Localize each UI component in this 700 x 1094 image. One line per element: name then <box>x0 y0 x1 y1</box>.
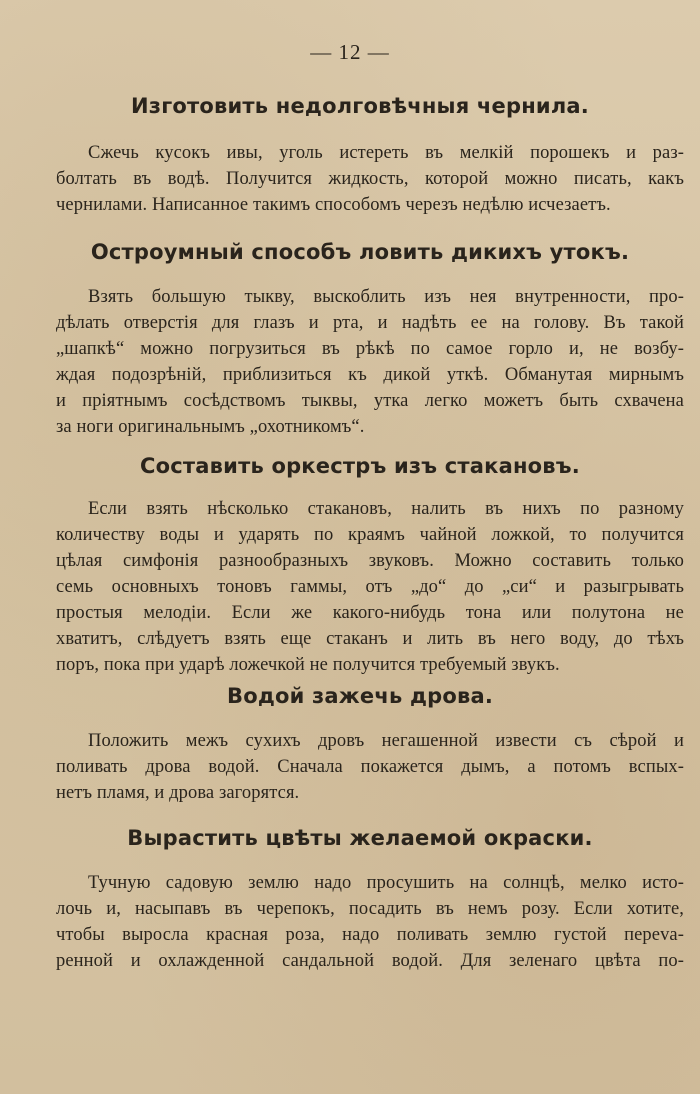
text-line: нетъ пламя, и дрова загорятся. <box>56 783 300 803</box>
section-paragraph <box>56 284 684 440</box>
text-line: болтать въ водѣ. Получится жидкость, которой можно писать, какъ <box>56 169 684 189</box>
text-line: цѣлая симфонія разнообразныхъ звуковъ. Можно составить только <box>56 551 684 571</box>
text-line: Тучную садовую землю надо просушить на солнцѣ, мелко исто- <box>88 873 684 893</box>
text-line: дѣлать отверстія для глазъ и рта, и надѣть ее на голову. Въ такой <box>56 313 684 333</box>
text-line: хватитъ, слѣдуетъ взять еще стаканъ и лить въ него воду, до тѣхъ <box>56 629 684 649</box>
text-line: Если взять нѣсколько стакановъ, налить въ нихъ по разному <box>88 499 684 519</box>
section-paragraph <box>56 728 684 806</box>
text-line: чтобы выросла красная роза, надо поливать землю густой переva- <box>56 925 684 945</box>
section-heading: Составить оркестръ изъ стакановъ. <box>140 454 580 478</box>
section-heading: Вырастить цвѣты желаемой окраски. <box>127 826 593 850</box>
text-line: Взять большую тыкву, выскоблить изъ нея внутренности, про- <box>88 287 684 307</box>
text-line: семь основныхъ тоновъ гаммы, отъ „до“ до „си“ и разыгрывать <box>56 577 684 597</box>
text-line: простыя мелодіи. Если же какого-нибудь тона или полутона не <box>56 603 684 623</box>
text-line: количеству воды и ударять по краямъ чайной ложкой, то получится <box>56 525 684 545</box>
text-line: поливать дрова водой. Сначала покажется дымъ, а потомъ вспых- <box>56 757 684 777</box>
page-number: — 12 — <box>310 40 390 64</box>
text-line: лочь и, насыпавъ въ черепокъ, посадить въ немъ розу. Если хотите, <box>56 899 684 919</box>
text-line: и пріятнымъ сосѣдствомъ тыквы, утка легко можетъ быть схвачена <box>56 391 684 411</box>
text-line: ренной и охлажденной сандальной водой. Для зеленаго цвѣта по- <box>56 951 684 971</box>
section-paragraph <box>56 870 684 974</box>
text-line: поръ, пока при ударѣ ложечкой не получится требуемый звукъ. <box>56 655 560 675</box>
section-paragraph <box>56 140 684 218</box>
section-heading: Остроумный способъ ловить дикихъ утокъ. <box>90 240 630 264</box>
text-line: Сжечь кусокъ ивы, уголь истереть въ мелкій порошекъ и раз- <box>88 143 684 163</box>
section-heading: Водой зажечь дрова. <box>226 684 494 708</box>
text-line: „шапкѣ“ можно погрузиться въ рѣкѣ по самое горло и, не возбу- <box>56 339 684 359</box>
section-heading: Изготовить недолговѣчныя чернила. <box>131 94 589 118</box>
text-line: чернилами. Написанное такимъ способомъ черезъ недѣлю исчезаетъ. <box>56 195 611 215</box>
section-paragraph <box>56 496 684 678</box>
text-line: за ноги оригинальнымъ „охотникомъ“. <box>56 417 365 437</box>
text-line: ждая подозрѣній, приблизиться къ дикой уткѣ. Обманутая мирнымъ <box>56 365 684 385</box>
text-line: Положить межъ сухихъ дровъ негашенной извести съ сѣрой и <box>88 731 684 751</box>
